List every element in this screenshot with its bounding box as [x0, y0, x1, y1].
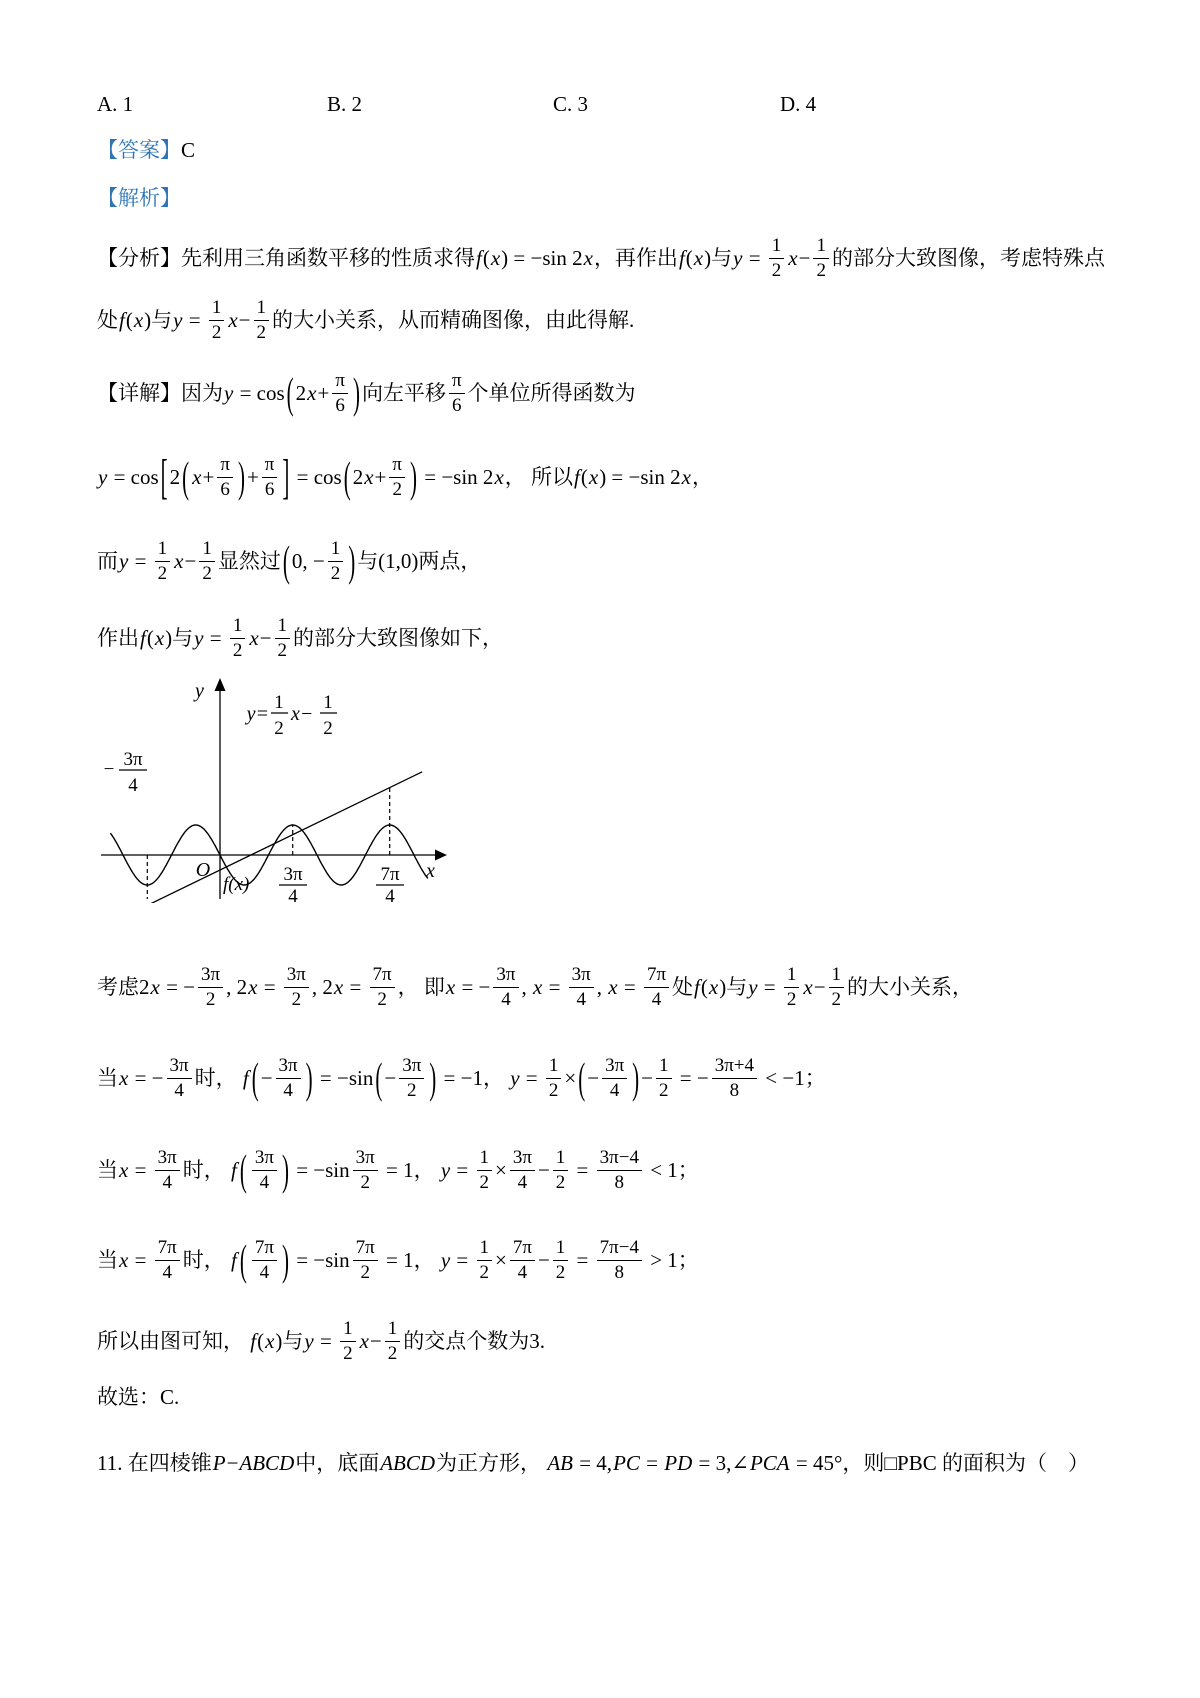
tick2-num: 7π — [380, 864, 400, 885]
options-row — [97, 92, 1110, 117]
line-label-den1: 2 — [274, 718, 284, 739]
analysis-paragraph: 【分析】先利用三角函数平移的性质求得f(x) = −sin 2x，再作出f(x)与y = $\frac{1}{2}$ x− $\frac{1}{2}$ 的部分大致图像，考虑特殊点处f(x)与y = $\frac{1}{2}$ x− $\frac{1}{2}$ 的大小关系，从而精确图像，由此得解. — [97, 234, 1105, 343]
line-label-num2: 1 — [323, 692, 333, 713]
question-11: 11. 在四棱锥P−ABCD中，底面ABCD为正方形， AB = 4,PC = PD = 3,∠PCA = 45°，则□PBC 的面积为（ ） — [97, 1451, 1089, 1475]
line-label-lead: y= — [246, 703, 269, 725]
answer-tag: 【答案】 — [97, 138, 181, 162]
option-d: D. 4 — [780, 92, 817, 116]
option-c: C. 3 — [553, 92, 589, 116]
equation-line: y = cos[2( x+ $\frac{\pi}{6}$ )+ $\frac{\pi}{6}$ ] = cos(2x+ $\frac{\pi}{2}$ ) = −sin 2x， 所以f(x) = −sin 2x， — [98, 449, 713, 505]
conclusion-line: 所以由图可知， f(x)与y = $\frac{1}{2}$ x− $\frac{1}{2}$ 的交点个数为3. — [97, 1317, 546, 1364]
case-1-line: 当x = − $\frac{3\pi}{4}$ 时， f (− $\frac{3\pi}{4}$ ) = −sin(− $\frac{3\pi}{2}$ ) = −1， y = $\frac{1}{2}$ ×(− $\frac{3\pi}{4}$ )− $\frac{1}{2}$ = − $\frac{3\pi+4}{8}$ < −1； — [97, 1053, 826, 1103]
origin-label: O — [195, 859, 211, 881]
neg-tick-den: 4 — [128, 775, 138, 796]
sketch-intro-line: 作出f(x)与y = $\frac{1}{2}$ x− $\frac{1}{2}$ 的部分大致图像如下， — [97, 614, 504, 661]
x-axis-label: x — [426, 860, 435, 882]
x-axis-arrow — [435, 850, 447, 861]
fx-label: f(x) — [223, 874, 250, 895]
line-label-den2: 2 — [323, 718, 333, 739]
line-through-points: 而y = $\frac{1}{2}$ x− $\frac{1}{2}$ 显然过(0, − $\frac{1}{2}$ )与(1,0)两点， — [97, 536, 482, 586]
answer-line — [97, 135, 1110, 165]
tick1-num: 3π — [283, 864, 303, 885]
tick1-den: 4 — [288, 886, 298, 903]
line-label-mid: x− — [291, 703, 314, 725]
function-graph — [97, 673, 447, 903]
y-axis-arrow — [215, 678, 226, 691]
case-2-line: 当x = $\frac{3\pi}{4}$ 时， f ( $\frac{3\pi}{4}$ ) = −sin $\frac{3\pi}{2}$ = 1， y = $\frac{1}{2}$ × $\frac{3\pi}{4}$ − $\frac{1}{2}$ = $\frac{3\pi-4}{8}$ < 1； — [97, 1145, 699, 1195]
case-3-line: 当x = $\frac{7\pi}{4}$ 时， f ( $\frac{7\pi}{4}$ ) = −sin $\frac{7\pi}{2}$ = 1， y = $\frac{1}{2}$ × $\frac{7\pi}{4}$ − $\frac{1}{2}$ = $\frac{7\pi-4}{8}$ > 1； — [97, 1235, 699, 1285]
consider-line: 考虑2x = − $\frac{3\pi}{2}$ , 2x = $\frac{3\pi}{2}$ , 2x = $\frac{7\pi}{2}$ ， 即x = − $\frac{3\pi}{4}$ , x = $\frac{3\pi}{4}$ , x = $\frac{7\pi}{4}$ 处f(x)与y = $\frac{1}{2}$ x− $\frac{1}{2}$ 的大小关系， — [97, 963, 974, 1010]
final-choice-line: 故选：C. — [97, 1385, 180, 1409]
option-b: B. 2 — [327, 92, 363, 116]
option-a: A. 1 — [97, 92, 134, 116]
detail-intro-line: 【详解】因为y = cos(2x+ $\frac{\pi}{6}$ )向左平移 $\frac{\pi}{6}$ 个单位所得函数为 — [97, 368, 636, 418]
neg-tick-num: 3π — [123, 749, 143, 770]
neg-tick-sign: − — [103, 759, 115, 780]
analysis-tag: 【解析】 — [97, 186, 181, 210]
tick2-den: 4 — [385, 886, 395, 903]
graph-container — [97, 673, 1110, 903]
answer-value: C — [181, 138, 196, 162]
line-label-num1: 1 — [274, 692, 284, 713]
y-axis-label: y — [195, 680, 204, 702]
